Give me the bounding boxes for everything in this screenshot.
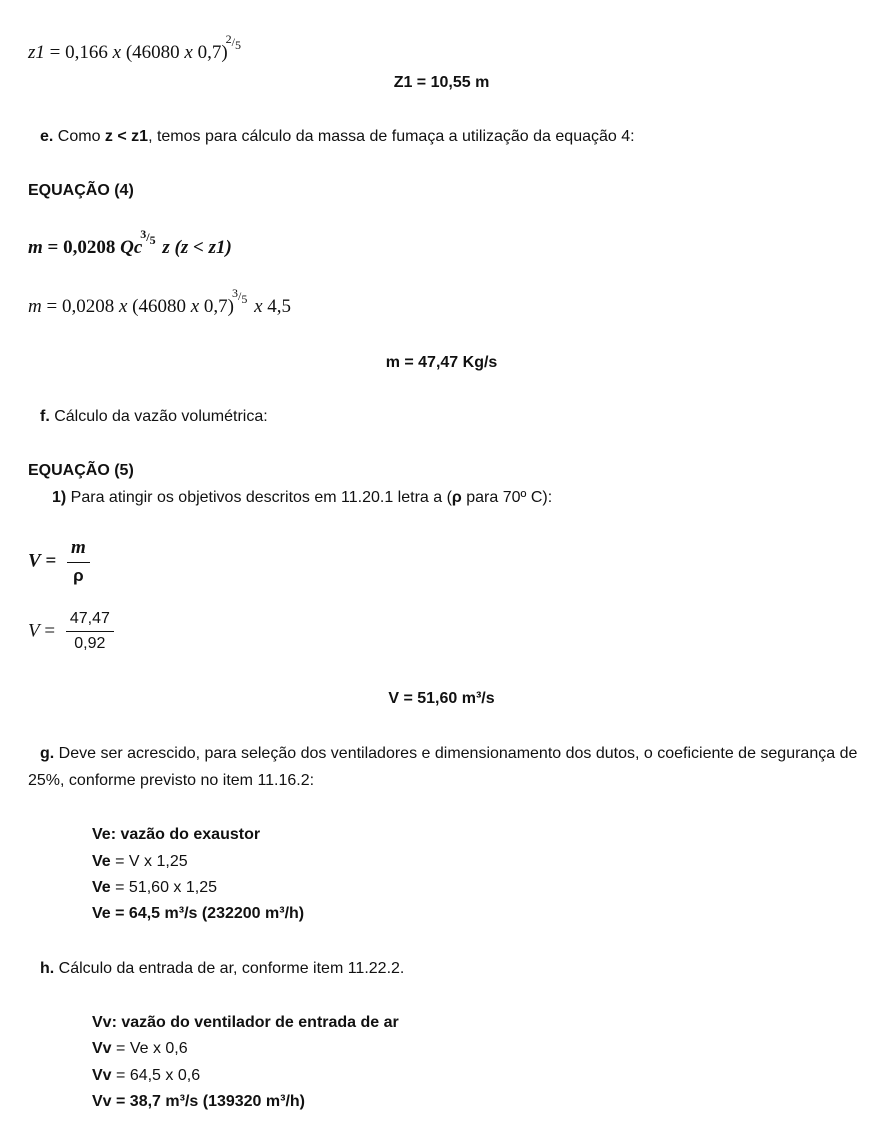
result-m: m = 47,47 Kg/s [385,354,498,371]
base-value: (46080 [125,42,180,63]
ve-line-2 [92,879,217,897]
item-number: 1) [52,489,67,506]
exponent-separator: / [231,35,235,49]
equation-4-heading: EQUAÇÃO (4) [28,182,134,199]
exponent-separator: / [237,289,242,303]
var-z: z [157,237,175,258]
height-value: 4,5 [262,296,292,317]
exponent-separator: / [146,230,150,244]
times-sign: x [249,296,263,317]
var-z1: z1 [28,42,45,63]
exponent-denominator: 5 [235,38,241,52]
vv-line-2 [92,1067,200,1085]
var-ve: Ve [92,853,111,870]
exponent-denominator: 5 [241,292,248,306]
exponent [140,227,156,247]
section-text: Cálculo da vazão volumétrica: [49,408,268,425]
base-value: (46080 [127,296,191,317]
section-letter: e. [40,128,54,145]
expression: = 51,60 x 1,25 [110,879,217,896]
equals-sign: = [49,42,61,63]
var-m: m [28,237,43,258]
ve-line-1 [92,853,188,871]
fraction-denominator: ρ [73,566,84,585]
var-v: V [28,620,40,642]
equation-5-heading: EQUAÇÃO (5) [28,462,134,479]
result-v: V = 51,60 m³/s [388,690,495,707]
equation-z1 [28,32,243,64]
section-text: Como [53,128,105,145]
exponent-numerator: 3 [231,286,238,300]
equation-5-substitution [28,610,114,653]
times-sign: x [118,296,128,317]
fraction [67,537,90,586]
section-text: Cálculo da entrada de ar, conforme item 11.22.2. [54,960,405,977]
var-vv: Vv [92,1067,112,1084]
formula-coefficient: = 0,0208 [41,296,119,317]
fraction-denominator: 0,92 [74,635,106,652]
times-sign: x [112,42,122,63]
times-sign: x [184,42,193,63]
section-f [40,408,268,426]
result-z1: Z1 = 10,55 m [393,74,490,91]
factor-value: 0,7) [197,42,228,63]
equation-5-formula [28,537,90,586]
equation-4-formula [28,227,232,259]
times-sign: x [190,296,200,317]
condition: (z < z1) [174,237,232,258]
section-g-line-1 [40,745,857,763]
exponent [225,32,241,52]
vv-title: Vv: vazão do ventilador de entrada de ar [92,1014,399,1031]
exponent-numerator: 3 [140,227,147,241]
expression: = V x 1,25 [110,853,188,870]
equals-sign: = [40,550,62,572]
section-h [40,960,404,978]
var-v: V [28,550,41,572]
fraction-numerator: 47,47 [66,610,114,632]
var-m: m [28,296,42,317]
item-text: Para atingir os objetivos descritos em 11.20.1 letra a ( [66,489,452,506]
item-text: para 70º C): [461,489,553,506]
ve-title: Ve: vazão do exaustor [92,826,261,843]
section-letter: f. [40,408,50,425]
exponent-numerator: 2 [225,32,232,46]
equation-4-substitution [28,286,292,318]
expression: = Ve x 0,6 [111,1040,188,1057]
section-text: , temos para cálculo da massa de fumaça a utilização da equação 4: [148,128,635,145]
ve-result: Ve = 64,5 m³/s (232200 m³/h) [92,905,305,922]
factor-value: 0,7) [199,296,234,317]
var-vv: Vv [92,1040,112,1057]
rho-symbol: ρ [451,489,462,506]
var-ve: Ve [92,879,111,896]
formula-coefficient: = 0,0208 [42,237,121,258]
vv-result: Vv = 38,7 m³/s (139320 m³/h) [92,1093,305,1110]
section-letter: h. [40,960,55,977]
exponent [231,286,248,306]
section-g-line-2: 25%, conforme previsto no item 11.16.2: [28,772,315,789]
condition: z < z1 [104,128,149,145]
exponent-denominator: 5 [149,233,156,247]
expression: = 64,5 x 0,6 [111,1067,201,1084]
equation-5-item [52,489,552,507]
section-letter: g. [40,745,55,762]
coefficient: 0,166 [65,42,108,63]
fraction-numerator: m [67,537,90,563]
section-text: Deve ser acrescido, para seleção dos ventiladores e dimensionamento dos dutos, o coeficiente de segurança de [54,745,858,762]
equals-sign: = [39,620,60,642]
vv-line-1 [92,1040,188,1058]
fraction [66,610,114,653]
section-e [40,128,635,146]
var-qc: Qc [120,237,143,258]
